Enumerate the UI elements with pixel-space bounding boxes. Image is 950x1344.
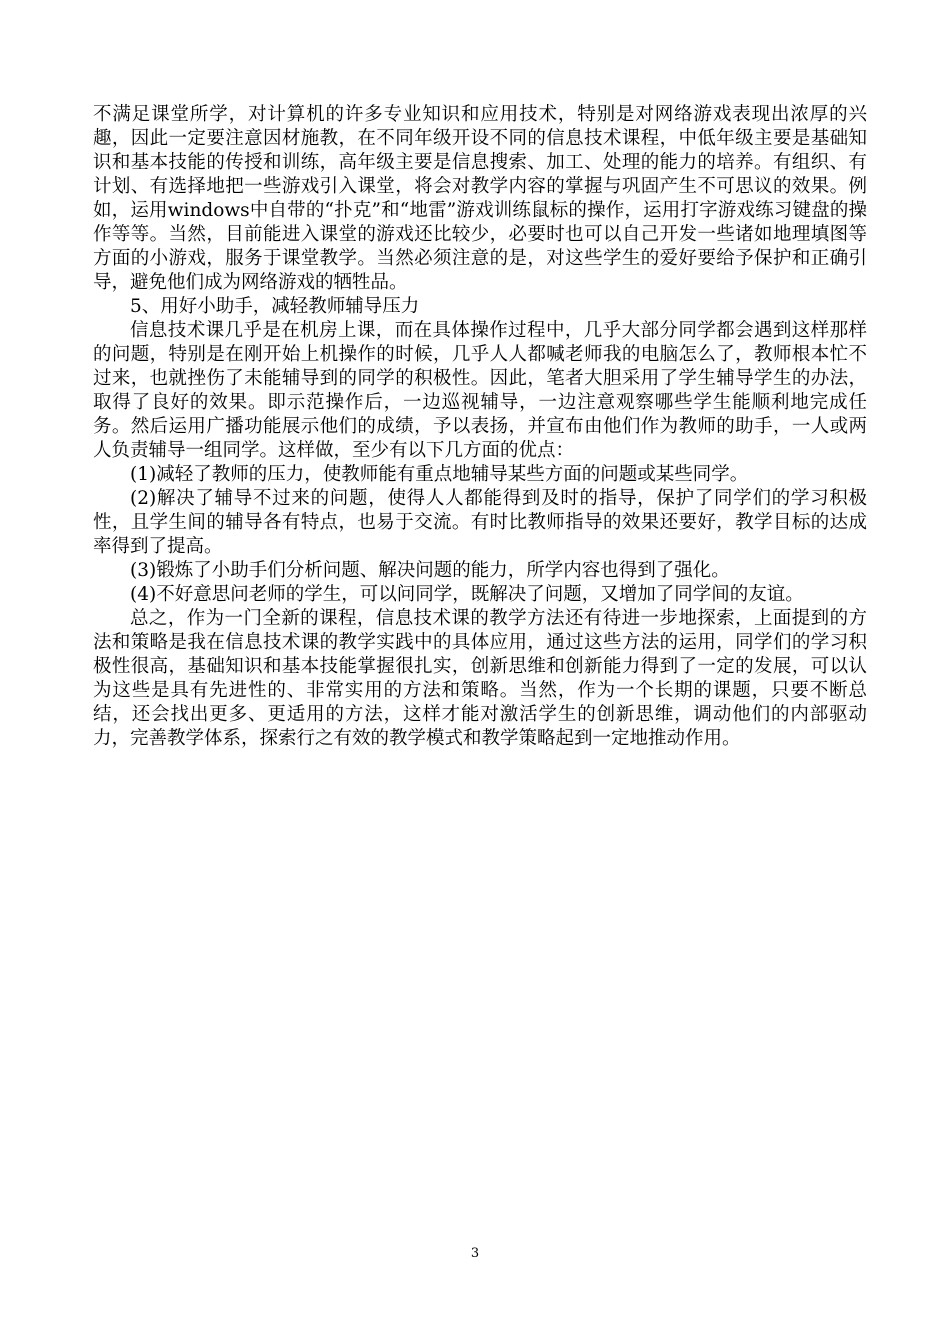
paragraph-conclusion: 总之，作为一门全新的课程，信息技术课的教学方法还有待进一步地探索，上面提到的方法和策略是我在信息技术课的教学实践中的具体应用，通过这些方法的运用，同学们的学习积极性很高，基础知识和基本技能掌握很扎实，创新思维和创新能力得到了一定的发展，可以认为这些是具有先进性的、非常实用的方法和策略。当然，作为一个长期的课题，只要不断总结，还会找出更多、更适用的方法，这样才能对激活学生的创新思维，调动他们的内部驱动力，完善教学体系，探索行之有效的教学模式和教学策略起到一定地推动作用。	[93, 608, 867, 749]
page-number: 3	[470, 1246, 480, 1261]
section-heading-5: 5、用好小助手，减轻教师辅导压力	[130, 296, 420, 317]
list-item-3: (3)锻炼了小助手们分析问题、解决问题的能力，所学内容也得到了强化。	[130, 560, 730, 581]
paragraph-intro-continued: 不满足课堂所学，对计算机的许多专业知识和应用技术，特别是对网络游戏表现出浓厚的兴趣，因此一定要注意因材施教，在不同年级开设不同的信息技术课程，中低年级主要是基础知识和基本技能的传授和训练，高年级主要是信息搜索、加工、处理的能力的培养。有组织、有计划、有选择地把一些游戏引入课堂，将会对教学内容的掌握与巩固产生不可思议的效果。例如，运用windows中自带的“扑克”和“地雷”游戏训练鼠标的操作，运用打字游戏练习键盘的操作等等。当然，目前能进入课堂的游戏还比较少，必要时也可以自己开发一些诸如地理填图等方面的小游戏，服务于课堂教学。当然必须注意的是，对这些学生的爱好要给予保护和正确引导，避免他们成为网络游戏的牺牲品。	[93, 104, 867, 293]
list-item-4: (4)不好意思问老师的学生，可以问同学，既解决了问题，又增加了同学间的友谊。	[130, 584, 804, 605]
list-item-1: (1)减轻了教师的压力，使教师能有重点地辅导某些方面的问题或某些同学。	[130, 464, 749, 485]
list-item-2: (2)解决了辅导不过来的问题，使得人人都能得到及时的指导，保护了同学们的学习积极性，且学生间的辅导各有特点，也易于交流。有时比教师指导的效果还要好，教学目标的达成率得到了提高。	[93, 488, 867, 557]
body-text	[93, 103, 867, 751]
paragraph-helpers: 信息技术课几乎是在机房上课，而在具体操作过程中，几乎大部分同学都会遇到这样那样的问题，特别是在刚开始上机操作的时候，几乎人人都喊老师我的电脑怎么了，教师根本忙不过来，也就挫伤了未能辅导到的同学的积极性。因此，笔者大胆采用了学生辅导学生的办法，取得了良好的效果。即示范操作后，一边巡视辅导，一边注意观察哪些学生能顺利地完成任务。然后运用广播功能展示他们的成绩，予以表扬，并宣布由他们作为教师的助手，一人或两人负责辅导一组同学。这样做，至少有以下几方面的优点：	[93, 320, 867, 461]
